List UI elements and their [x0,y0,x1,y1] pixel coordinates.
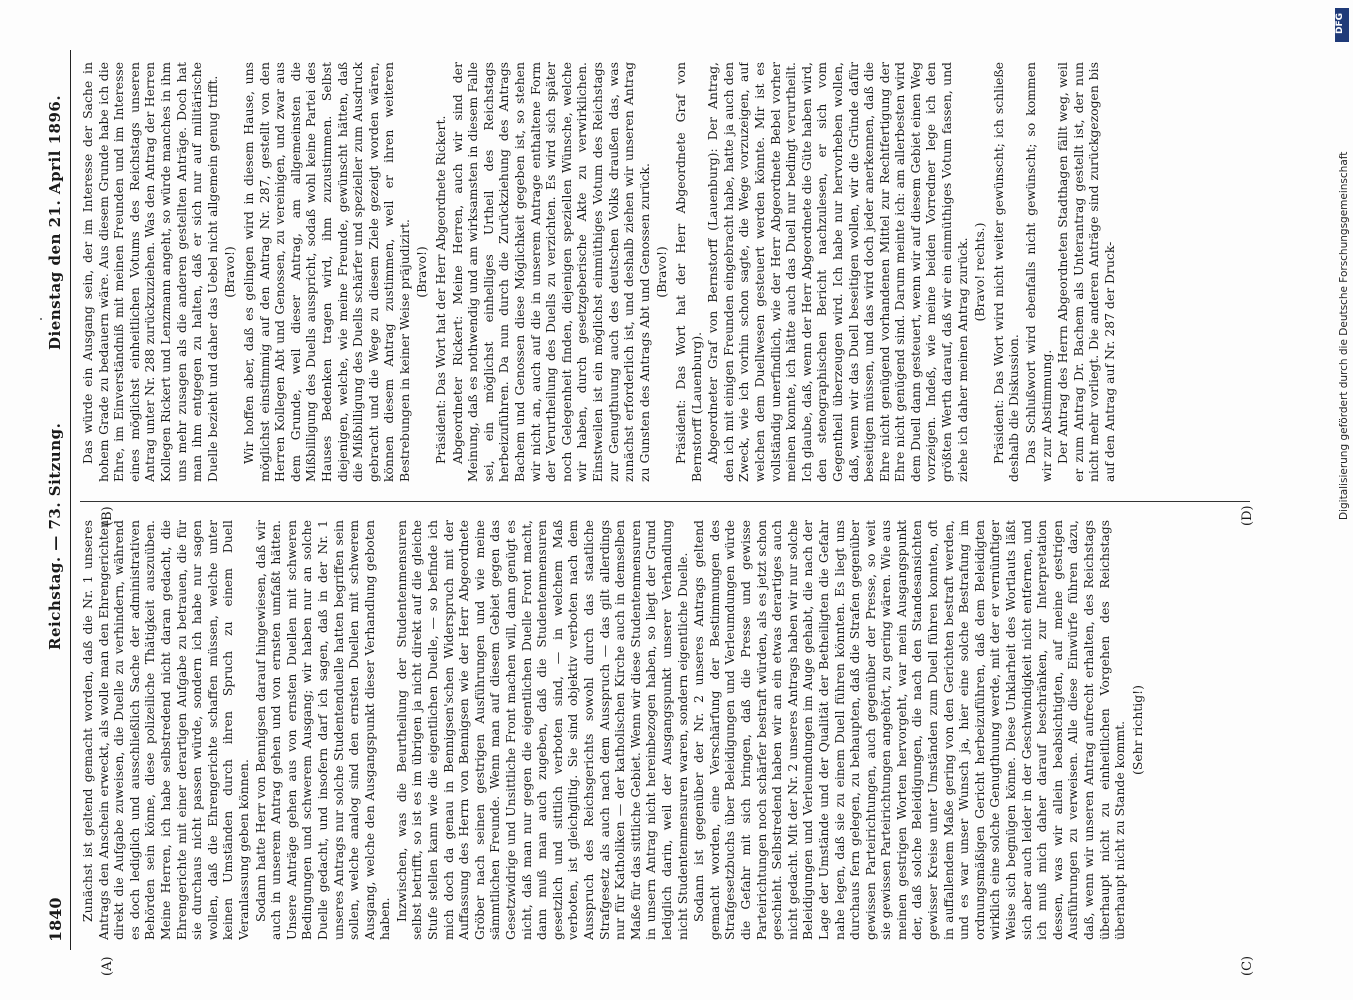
paragraph: Das würde ein Ausgang sein, der im Interesse der Sache in hohem Grade zu bedauern wäre. Aus diesem Grunde habe ich die Ehre, im Einverständniß mit meinen Freunden und im Interesse eines möglichst einheitlichen Votums des Reichstags unseren Antrag unter Nr. 288 zurückzuziehen. Was den Antrag der Herren Kollegen Rickert und Lenzmann angeht, so würde manches in ihm uns mehr zusagen als die anderen gestellten Anträge. Doch hat man ihm entgegen zu halten, daß er sich nur auf militärische Duelle bezieht und daher das Uebel nicht allgemein genug trifft. [80,62,220,482]
paragraph: Präsident: Das Wort hat der Herr Abgeordnete Rickert. [433,115,449,464]
scan-speck [40,318,42,320]
interjection: (Bravo!) [414,246,430,298]
left-text-column [80,520,1260,940]
header-rule [70,50,71,950]
session-title: Reichstag. — 73. Sitzung. [46,422,64,650]
paragraph: Der Antrag des Herrn Abgeordneten Stadthagen fällt weg, weil er zum Antrag Dr. Bachem als Unterantrag gestellt ist, der nun nicht mehr vorliegt. Die anderen Anträge sind zurückgezogen bis auf den Antrag auf Nr. 287 der Druck- [1055,62,1117,482]
paragraph: Abgeordneter Rickert: Meine Herren, auch wir sind der Meinung, daß es nothwendig und am wirksamsten in diesem Falle sei, ein möglichst einhelliges Urtheil des Reichstags herbeizuführen. Da nun durch die Zurückziehung des Antrags Bachem und Genossen diese Möglichkeit gegeben ist, so stehen wir nicht an, auch auf die in unserem Antrage enthaltene Form der Verurtheilung des Duells zu verzichten. Es wird sich später noch Gelegenheit finden, diejenigen speziellen Wünsche, welche wir haben, durch gesetzgeberische Akte zu verwirklichen. Einstweilen ist ein möglichst einmüthiges Votum des Reichstags zur Genugthuung auch des deutschen Volks draußen das, was zunächst erforderlich ist, und deshalb ziehen wir unseren Antrag zu Gunsten des Antrags Abt und Genossen zurück. [449,62,652,482]
column-divider [80,501,1250,502]
paragraph: Präsident: Das Wort hat der Herr Abgeordnete Graf von Bernstorff (Lauenburg). [672,62,704,482]
interjection: (Bravo!) [222,246,238,298]
digitization-credit: Digitalisierung gefördert durch die Deutsche Forschungsgemeinschaft [1338,151,1350,520]
rotated-document-page [40,50,1290,976]
margin-letter-c: (C) [1240,955,1255,976]
page-number: 1840 [46,897,65,942]
right-text-column [80,62,1260,482]
paragraph: Das Schlußwort wird ebenfalls nicht gewünscht; so kommen wir zur Abstimmung. [1023,62,1054,482]
paragraph: Sodann hatte Herr von Bennigsen darauf hingewiesen, daß wir auch in unserem Antrag gehen und von ernsten umfaßt hätten. Unsere Anträge gehen aus von ernsten Duellen mit schweren Bedingungen und schwerem Ausgang; wir haben nur an solche Duelle gedacht, und insofern darf ich sagen, daß in der Nr. 1 unseres Antrags nur solche Studentenduelle hatten begriffen sein sollen, welche analog sind den ernsten Duellen mit schwerem Ausgang, welche den Ausgangspunkt dieser Verhandlung geboten haben. [252,520,393,940]
paragraph: Präsident: Das Wort wird nicht weiter gewünscht; ich schließe deshalb die Diskussion. [990,62,1022,482]
paragraph: Sodann ist gegenüber der Nr. 2 unseres Antrags geltend gemacht worden, eine Verschärfung der Bestimmungen des Strafgesetzbuchs über Beleidigungen und Verleumdungen würde die Gefahr mit sich bringen, daß die Presse und gewisse Parteirichtungen noch schärfer bestraft würden, als es jetzt schon geschieht. Selbstredend haben wir an ein etwas derartiges auch nicht gedacht. Mit der Nr. 2 unseres Antrags haben wir nur solche Beleidigungen und Verleumdungen im Auge gehabt, die nach der Lage der Umstände und der Qualität der Betheiligten die Gefahr nahe legen, daß sie zu einem Duell führen könnten. Es liegt uns durchaus fern gelegen, zu behaupten, daß die Strafen gegenüber gewissen Parteirichtungen, auch gegenüber der Presse, so weit sie gewissen Parteirichtungen angehört, zu gering wären. Wie aus meinen gestrigen Worten hervorgeht, war mein Ausgangspunkt der, daß solche Beleidigungen, die nach den Standesansichten gewisser Kreise unter Umständen zum Duell führen konnten, oft in auffallendem Maße gering von den Gerichten bestraft werden, und es war unser Wunsch ja, hier eine solche Bestrafung im ordnungsmäßigen Gericht herbeizuführen, daß dem Beleidigten wirklich eine solche Genugthuung werde, mit der er vernünftiger Weise sich begnügen könne. Diese Unklarheit des Wortlauts läßt sich aber auch leider in der Geschwindigkeit nicht entfernen, und ich muß mich daher darauf beschränken, zur Interpretation dessen, was wir allein beabsichtigten, auf meine gestrigen Ausführungen zu verweisen. Alle diese Einwürfe führen dazu, daß, wenn wir unseren Antrag aufrecht erhalten, des Reichstags überhaupt nicht zu einheitlichen Vorgehen des Reichstags überhaupt nicht zu Stande kommt. [691,520,1128,940]
margin-letter-b: (B) [100,506,115,526]
paragraph: Wir hoffen aber, daß es gelingen wird in diesem Hause, uns möglichst einstimmig auf den Antrag Nr. 287, gestellt von den Herren Kollegen Abt und Genossen, zu vereinigen, und zwar aus dem Grunde, weil dieser Antrag, am allgemeinsten die Mißbilligung des Duells ausspricht, sodaß wohl keine Partei des Hauses Bedenken tragen wird, ihm zuzustimmen. Selbst diejenigen, welche, wie meine Freunde, gewünscht hätten, daß die Mißbilligung des Duells schärfer und spezieller zum Ausdruck gebracht und die Wege zu diesem Ziele gezeigt worden wären, können diesem Antrag zustimmen, weil er ihren weiteren Bestrebungen in keiner Weise präjudizirt. [240,62,412,482]
margin-letter-d: (D) [1240,505,1255,526]
dfg-logo [1335,8,1349,42]
margin-letter-a: (A) [100,956,115,976]
interjection: (Bravo!) [654,246,670,298]
session-date: Dienstag den 21. April 1896. [46,94,64,350]
paragraph: Abgeordneter Graf von Bernstorff (Lauenburg): Der Antrag, den ich mit einigen Freunden eingebracht habe, hatte ja auch den Zweck, wie ich vorhin schon sagte, die Wege vorzuzeigen, auf welchen dem Duellwesen gesteuert werden könnte. Mir ist es vollständig unerfindlich, wie der Herr Abgeordnete Bebel vorher meinen konnte, ich hätte auch das Duell nur bedingt verurtheilt. Ich glaube, daß, wenn der Herr Abgeordnete die Güte haben wird, den stenographischen Bericht nachzulesen, er sich vom Gegentheil überzeugen wird. Ich habe nur hervorheben wollen, daß, wenn wir das Duell beseitigen wollen, wir die Gründe dafür beseitigen müssen, und das wird doch jeder anerkennen, daß die Ehre nicht genügend vorhandenen Mittel zur Rechtfertigung der Ehre nicht genügend sind. Darum meinte ich: am allerbesten wird dem Duell dann gesteuert, wenn wir auf diesem Gebiet einen Weg vorzeigen. Indeß, wie meine beiden Vorredner lege ich den größten Werth darauf, daß wir ein einmüthiges Votum fassen, und ziehe ich daher meinen Antrag zurück. [705,62,970,482]
paragraph: Inzwischen, was die Beurtheilung der Studentenmensuren selbst betrifft, so ist es im übrigen ja nicht direkt auf die gleiche Stufe stellen kann wie die eigentlichen Duelle, — so befinde ich mich doch da genau in Bennigsen'schen Widerspruch mit der Auffassung des Herrn von Bennigsen wie der Herr Abgeordnete Gröber nach seinen gestrigen Ausführungen und wie meine sämmtlichen Freunde. Wenn man auf diesem Gebiet gegen das Gesetzwidrige und Unsittliche Front machen will, dann genügt es nicht, daß man nur gegen die eigentlichen Duelle Front macht, dann muß man auch zugeben, daß die Studentenmensuren gesetzlich und sittlich verboten sind, — in welchem Maß verboten, ist gleichgiltig. Sie sind objektiv verboten nach dem Ausspruch des Reichsgerichts sowohl durch das staatliche Strafgesetz als auch nach dem Ausspruch — das gilt allerdings nur für Katholiken — der katholischen Kirche auch in demselben Maße für das sittliche Gebiet. Wenn wir diese Studentenmensuren in unsern Antrag nicht hereinbezogen haben, so liegt der Grund lediglich darin, weil der Ausgangspunkt unserer Verhandlung nicht Studentenmensuren waren, sondern eigentliche Duelle. [393,520,690,940]
paragraph: Zunächst ist geltend gemacht worden, daß die Nr. 1 unseres Antrags den Anschein erweckt, als wolle man den Ehrengerichten direkt die Aufgabe zuweisen, die Duelle zu verhindern, während es doch lediglich und ausschließlich Sache der administrativen Behörden sein könne, diese polizeiliche Thätigkeit auszuüben. Meine Herren, ich habe selbstredend nicht daran gedacht, die Ehrengerichte mit einer derartigen Aufgabe zu betrauen, die für sie durchaus nicht passen würde, sondern ich habe nur sagen wollen, daß die Ehrengerichte schaffen müssen, welche unter keinen Umständen durch ihren Spruch zu einem Duell Veranlassung geben können. [80,520,251,940]
interjection: (Bravo! rechts.) [972,222,988,322]
interjection: (Sehr richtig!) [1129,685,1145,775]
running-header [40,50,70,950]
dfg-logo-text: DFG [1335,12,1345,34]
